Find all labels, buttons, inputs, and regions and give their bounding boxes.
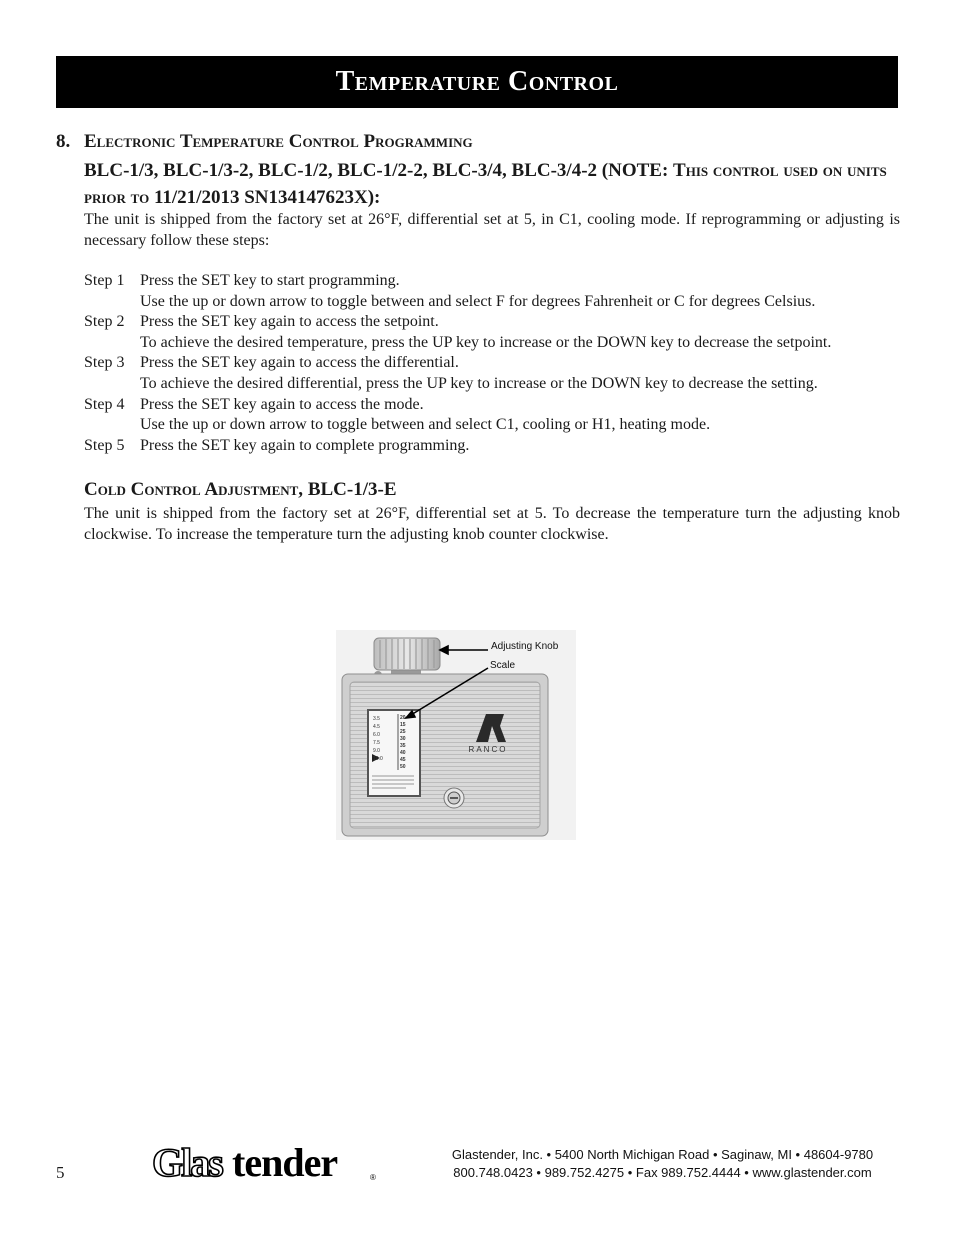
- model-list-end: 11/21/2013 SN134147623X):: [149, 187, 381, 208]
- scale-right-label: 35: [400, 743, 406, 749]
- step-row: [84, 353, 904, 374]
- step-detail-row: [84, 374, 904, 395]
- scale-left-label: 4.5: [373, 724, 380, 730]
- step-label: Step 4: [84, 395, 125, 413]
- intro-paragraph: The unit is shipped from the factory set at 26°F, differential set at 5, in C1, cooling mode. If reprogramming or adjusting is necessary follow these steps:: [84, 211, 900, 249]
- step-row: [84, 312, 904, 333]
- page-number: 5: [56, 1163, 65, 1182]
- logo-wordmark: [152, 1140, 382, 1186]
- step-text: Press the SET key again to access the setpoint.: [140, 313, 439, 331]
- step-row: [84, 271, 904, 292]
- step-detail: Use the up or down arrow to toggle between and select F for degrees Fahrenheit or C for degrees Celsius.: [140, 292, 816, 310]
- label-scale: Scale: [490, 660, 516, 671]
- step-detail: To achieve the desired differential, press the UP key to increase or the DOWN key to decrease the setting.: [140, 374, 818, 392]
- scale-right-label: 40: [400, 750, 406, 756]
- model-note: This control used on units prior to: [84, 160, 887, 208]
- scale-left-label: 3.5: [373, 716, 380, 722]
- screw-icon: [444, 788, 464, 808]
- step-label: Step 5: [84, 436, 125, 454]
- scale-right-label: 15: [400, 722, 406, 728]
- step-label: Step 2: [84, 313, 125, 331]
- page-title: Temperature Control: [335, 66, 619, 97]
- step-text: Press the SET key to start programming.: [140, 272, 400, 289]
- scale-right-label: 50: [400, 764, 406, 770]
- footer-contact: [410, 1146, 915, 1182]
- svg-text:®: ®: [370, 1173, 376, 1182]
- cold-control-model: BLC-1/3-E: [303, 479, 397, 500]
- cold-control-title: [84, 479, 397, 501]
- header-bar: [56, 56, 898, 108]
- step-detail: To achieve the desired temperature, press the UP key to increase or the DOWN key to decrease the setpoint.: [140, 333, 832, 351]
- step-text: Press the SET key again to access the mode.: [140, 395, 424, 413]
- step-detail: Use the up or down arrow to toggle between and select C1, cooling or H1, heating mode.: [140, 416, 711, 434]
- scale-right-label: 30: [400, 736, 406, 742]
- scale-left-label: 10.0: [373, 756, 383, 762]
- step-detail-row: [84, 292, 904, 313]
- steps-list: [84, 271, 904, 456]
- step-row: [84, 395, 904, 416]
- cold-control-figure: [336, 630, 576, 840]
- step-detail-row: [84, 415, 904, 436]
- model-list: [84, 157, 904, 211]
- brand-text: RANCO: [468, 745, 508, 754]
- scale-right-label: 25: [400, 729, 406, 735]
- step-text: Press the SET key again to access the differential.: [140, 354, 459, 372]
- section-title: [56, 131, 473, 153]
- step-detail-row: [84, 333, 904, 354]
- section-title-text: Electronic Temperature Control Programming: [84, 131, 473, 152]
- cold-control-paragraph: The unit is shipped from the factory set at 26°F, differential set at 5. To decrease the temperature turn the adjusting knob clockwise. To increase the temperature turn the adjusting knob counter clockwise.: [84, 505, 900, 543]
- step-text: Press the SET key again to complete programming.: [140, 436, 470, 454]
- footer-phone: 800.748.0423 • 989.752.4275 • Fax 989.752.4444 • www.glastender.com: [453, 1165, 872, 1180]
- scale-right: [400, 715, 406, 770]
- step-label: Step 3: [84, 354, 125, 372]
- svg-text:Glas: Glas: [152, 1140, 222, 1185]
- section-number: 8.: [56, 131, 71, 152]
- step-label: Step 1: [84, 272, 125, 289]
- scale-left-label: 6.0: [373, 732, 380, 738]
- glastender-logo: [152, 1140, 382, 1191]
- scale-left-label: 7.5: [373, 740, 380, 746]
- svg-text:tender: tender: [232, 1140, 338, 1185]
- step-row: [84, 436, 904, 457]
- footer-address: Glastender, Inc. • 5400 North Michigan Road • Saginaw, MI • 48604-9780: [451, 1147, 874, 1162]
- label-adjusting-knob: Adjusting Knob: [491, 641, 559, 652]
- scale-left-label: 9.0: [373, 748, 380, 754]
- model-list-start: BLC-1/3, BLC-1/3-2, BLC-1/2, BLC-1/2-2, BLC-3/4, BLC-3/4-2 (NOTE:: [84, 160, 674, 181]
- scale-right-label: 20: [400, 715, 406, 721]
- cold-control-title-text: Cold Control Adjustment,: [84, 479, 304, 500]
- cold-control-illustration: [336, 630, 576, 840]
- scale-right-label: 45: [400, 757, 406, 763]
